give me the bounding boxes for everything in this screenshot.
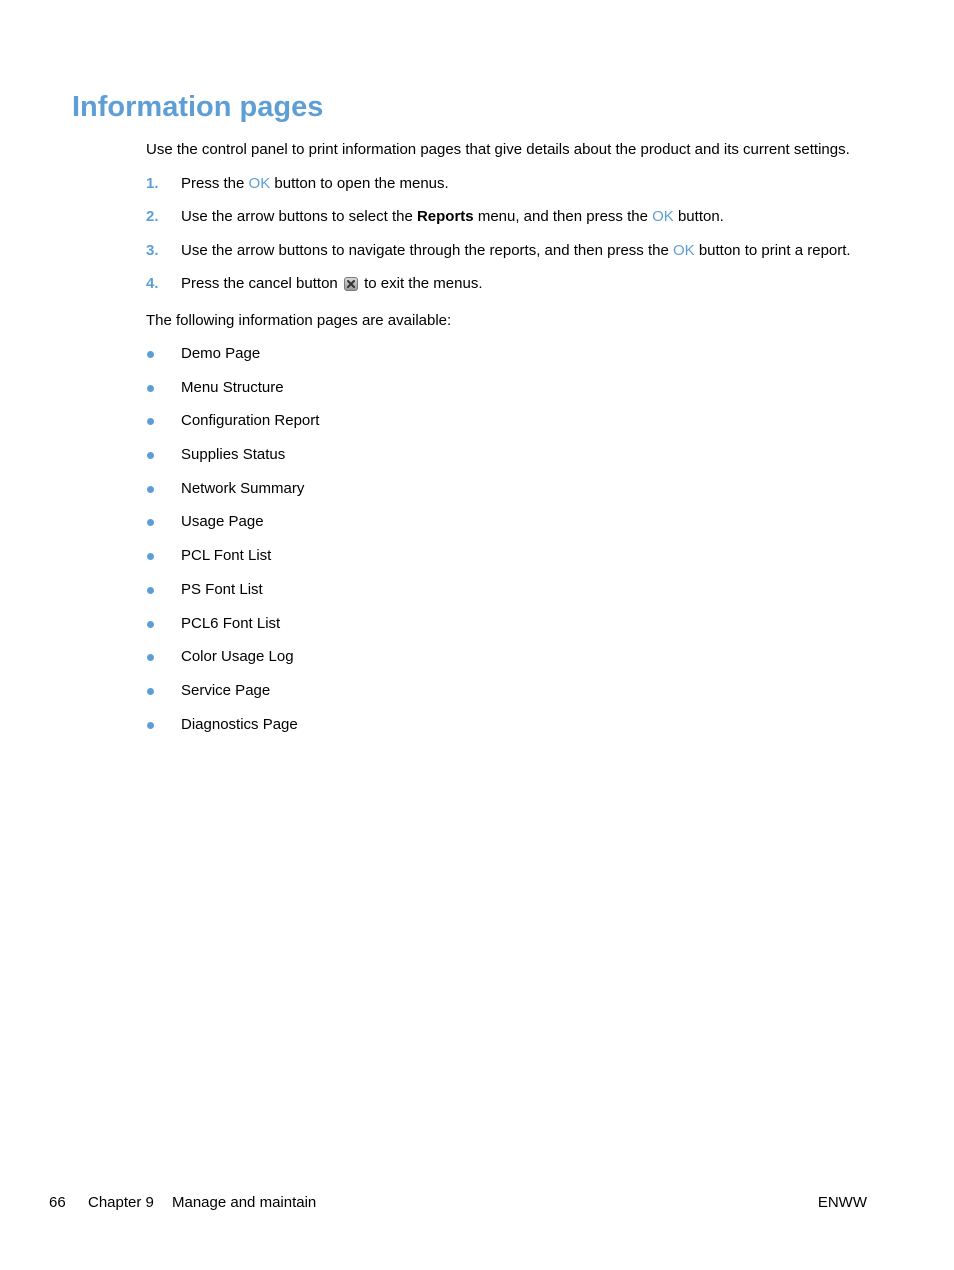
bullet-icon [147,418,154,425]
list-item-label: Configuration Report [181,412,320,430]
bullet-icon [147,385,154,392]
content-body [146,140,856,748]
step-text: button to print a report. [694,241,851,259]
steps-list [146,174,856,294]
bullet-icon [147,351,154,358]
bullet-icon [147,452,154,459]
step-text: Press the cancel button [181,275,342,292]
step-number: 4. [146,275,159,292]
footer-chapter: Chapter 9 [88,1194,154,1211]
bullet-icon [147,688,154,695]
footer-page-number: 66 [49,1194,66,1211]
step-text: button. [673,208,724,225]
bullet-icon [147,486,154,493]
list-item [146,681,856,701]
page-title: Information pages [72,91,324,123]
list-item [146,479,856,499]
step-item [146,174,856,194]
bullet-icon [147,553,154,560]
bullet-icon [147,621,154,628]
step-number: 1. [146,174,159,192]
list-item [146,512,856,532]
reports-menu-label: Reports [416,208,474,225]
list-item [146,715,856,735]
available-pages-intro: The following information pages are available: [146,311,452,329]
step-text: to exit the menus. [359,275,483,292]
footer-locale-code: ENWW [817,1194,867,1211]
list-item-label: Supplies Status [181,446,286,464]
step-item [146,274,856,294]
list-item-label: Demo Page [181,345,261,362]
list-item-label: Diagnostics Page [181,715,298,733]
intro-paragraph: Use the control panel to print information pages that give details about the product and its current settings. [146,141,850,158]
ok-button-label: OK [652,208,674,225]
list-item-label: Network Summary [181,479,305,497]
ok-button-label: OK [248,174,271,192]
cancel-x-icon [344,277,358,291]
list-item [146,378,856,398]
footer-section-title: Manage and maintain [172,1194,317,1211]
step-text: Press the [181,174,249,192]
list-item-label: PCL6 Font List [181,614,281,632]
step-text: Use the arrow buttons to select the [181,208,417,225]
list-item [146,647,856,667]
list-item [146,411,856,431]
ok-button-label: OK [672,241,695,259]
list-item [146,614,856,634]
information-pages-list [146,344,856,734]
list-item-label: PS Font List [181,580,263,598]
list-item-label: Service Page [181,681,271,699]
list-item [146,344,856,364]
list-item-label: PCL Font List [181,547,272,565]
step-item [146,241,856,261]
bullet-icon [147,722,154,729]
bullet-icon [147,654,154,661]
step-number: 2. [146,208,159,225]
list-item-label: Usage Page [181,513,264,531]
list-item [146,445,856,465]
step-number: 3. [146,241,159,259]
bullet-icon [147,519,154,526]
list-item [146,546,856,566]
list-item-label: Menu Structure [181,378,284,396]
bullet-icon [147,587,154,594]
step-item [146,207,856,227]
step-text: Use the arrow buttons to navigate through the reports, and then press the [181,241,673,259]
step-text: menu, and then press the [473,208,653,225]
list-item [146,580,856,600]
step-text: button to open the menus. [270,174,449,192]
list-item-label: Color Usage Log [181,648,294,666]
